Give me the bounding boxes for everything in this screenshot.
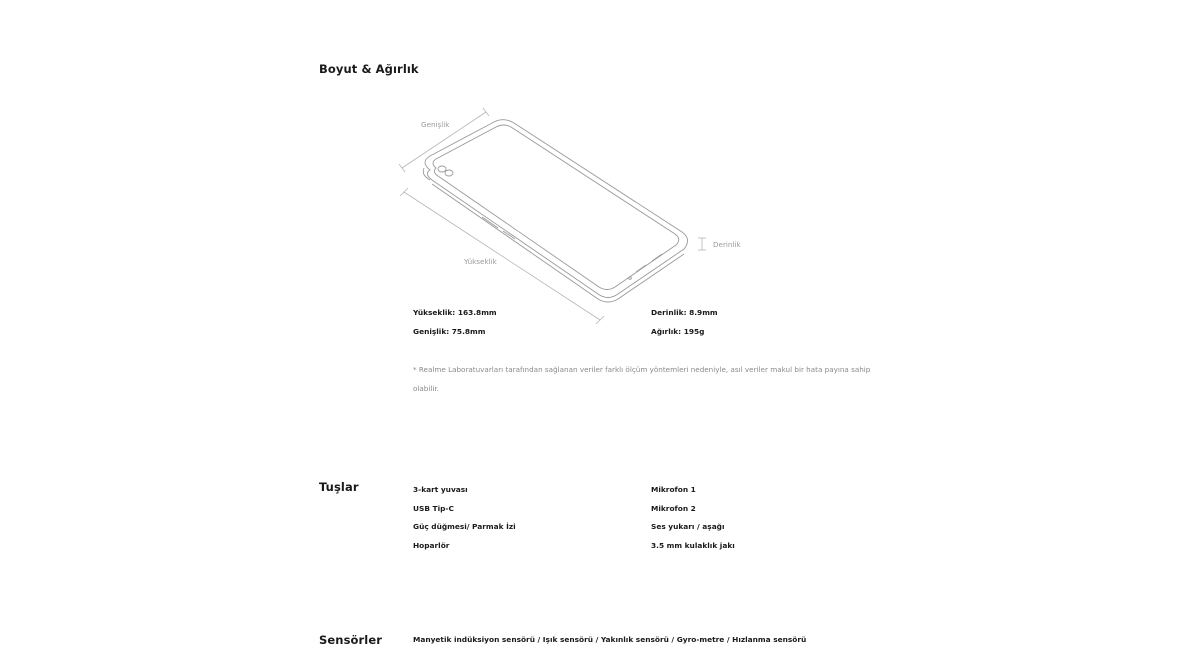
button-item: 3-kart yuvası bbox=[413, 485, 468, 494]
button-item: USB Tip-C bbox=[413, 504, 454, 513]
depth-dimension-label: Derinlik bbox=[713, 240, 741, 249]
spec-depth: Derinlik: 8.9mm bbox=[651, 308, 718, 317]
height-dimension-label: Yükseklik bbox=[464, 257, 497, 266]
sensor-list: Manyetik indüksiyon sensörü / Işık sensörü / Yakınlık sensörü / Gyro-metre / Hızlanma sensörü bbox=[413, 635, 807, 644]
button-item: Mikrofon 2 bbox=[651, 504, 696, 513]
size-weight-title: Boyut & Ağırlık bbox=[319, 62, 419, 76]
spec-width: Genişlik: 75.8mm bbox=[413, 327, 486, 336]
spec-weight: Ağırlık: 195g bbox=[651, 327, 705, 336]
phone-outline-illustration bbox=[390, 100, 760, 330]
button-item: Mikrofon 1 bbox=[651, 485, 696, 494]
button-item: Ses yukarı / aşağı bbox=[651, 522, 725, 531]
phone-diagram bbox=[390, 100, 760, 330]
spec-height: Yükseklik: 163.8mm bbox=[413, 308, 497, 317]
button-item: Güç düğmesi/ Parmak İzi bbox=[413, 522, 516, 531]
measurement-disclaimer: * Realme Laboratuvarları tarafından sağlanan veriler farklı ölçüm yöntemleri nedeniyle, asıl veriler makul bir hata payına sahip olabilir. bbox=[413, 365, 871, 393]
button-item: Hoparlör bbox=[413, 541, 450, 550]
buttons-title: Tuşlar bbox=[319, 480, 359, 494]
button-item: 3.5 mm kulaklık jakı bbox=[651, 541, 735, 550]
width-dimension-label: Genişlik bbox=[421, 120, 450, 129]
sensors-title: Sensörler bbox=[319, 633, 382, 647]
